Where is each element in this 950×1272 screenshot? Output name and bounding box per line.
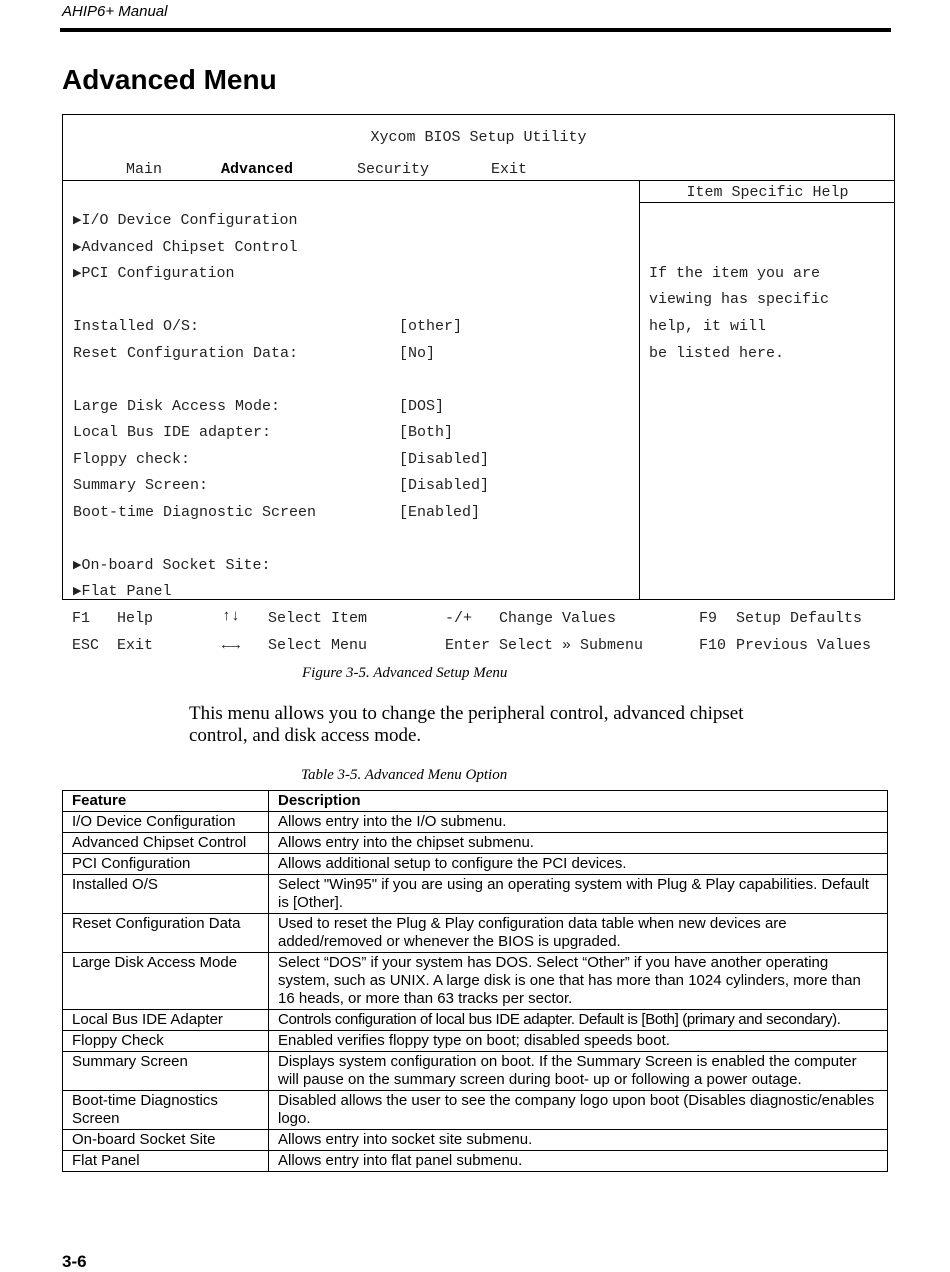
help-line: be listed here. xyxy=(649,345,785,362)
setting-reset-config-label: Reset Configuration Data: xyxy=(73,345,299,362)
setting-floppy-check-label: Floppy check: xyxy=(73,451,191,468)
feature-cell: Installed O/S xyxy=(63,875,269,914)
key-minus-plus-action: Change Values xyxy=(499,610,617,627)
table-row xyxy=(63,833,888,854)
tab-advanced[interactable]: Advanced xyxy=(221,161,294,178)
up-down-arrows-icon: ↑↓ xyxy=(222,608,241,625)
submenu-advanced-chipset-control[interactable]: ▶Advanced Chipset Control xyxy=(73,239,298,256)
bios-divider xyxy=(63,180,894,181)
table-row xyxy=(63,1151,888,1172)
left-right-arrows-icon: ←→ xyxy=(222,637,241,654)
setting-reset-config-value[interactable]: [No] xyxy=(399,345,436,362)
table-row xyxy=(63,1031,888,1052)
setting-summary-screen-value[interactable]: [Disabled] xyxy=(399,477,490,494)
description-cell: Allows additional setup to configure the PCI devices. xyxy=(269,854,888,875)
description-cell: Allows entry into flat panel submenu. xyxy=(269,1151,888,1172)
tab-main[interactable]: Main xyxy=(126,161,163,178)
intro-paragraph: This menu allows you to change the peripheral control, advanced chipset control, and disk access mode. xyxy=(189,703,744,746)
table-row xyxy=(63,812,888,833)
column-header-description: Description xyxy=(269,791,888,812)
submenu-flat-panel[interactable]: ▶Flat Panel xyxy=(73,583,172,600)
key-f1: F1 xyxy=(72,610,91,627)
table-row xyxy=(63,1091,888,1130)
description-cell: Allows entry into the chipset submenu. xyxy=(269,833,888,854)
table-row xyxy=(63,1010,888,1031)
key-updown-action: Select Item xyxy=(268,610,368,627)
table-row xyxy=(63,1052,888,1091)
setting-local-bus-ide-label: Local Bus IDE adapter: xyxy=(73,424,272,441)
running-header: AHIP6+ Manual xyxy=(62,3,168,20)
setting-boot-diagnostic-value[interactable]: [Enabled] xyxy=(399,504,481,521)
setting-large-disk-value[interactable]: [DOS] xyxy=(399,398,445,415)
key-minus-plus: -/+ xyxy=(445,610,473,627)
setting-installed-os-label: Installed O/S: xyxy=(73,318,200,335)
feature-cell: I/O Device Configuration xyxy=(63,812,269,833)
submenu-arrow-icon: ▶ xyxy=(73,586,82,598)
description-cell: Allows entry into the I/O submenu. xyxy=(269,812,888,833)
advanced-menu-options-table xyxy=(62,790,888,1172)
table-header-row xyxy=(63,791,888,812)
feature-cell: Local Bus IDE Adapter xyxy=(63,1010,269,1031)
table-row xyxy=(63,914,888,953)
description-cell: Controls configuration of local bus IDE adapter. Default is [Both] (primary and secondary). xyxy=(269,1010,888,1031)
key-f10-action: Previous Values xyxy=(736,637,872,654)
key-f10: F10 xyxy=(699,637,727,654)
submenu-pci-configuration[interactable]: ▶PCI Configuration xyxy=(73,265,235,282)
submenu-onboard-socket-site[interactable]: ▶On-board Socket Site: xyxy=(73,557,271,574)
setting-installed-os-value[interactable]: [other] xyxy=(399,318,463,335)
feature-cell: Advanced Chipset Control xyxy=(63,833,269,854)
bios-title: Xycom BIOS Setup Utility xyxy=(370,129,587,146)
page-number: 3-6 xyxy=(62,1252,87,1271)
header-rule xyxy=(60,28,891,32)
table-row xyxy=(63,875,888,914)
key-f9: F9 xyxy=(699,610,718,627)
setting-boot-diagnostic-label: Boot-time Diagnostic Screen xyxy=(73,504,317,521)
submenu-arrow-icon: ▶ xyxy=(73,215,82,227)
setting-local-bus-ide-value[interactable]: [Both] xyxy=(399,424,454,441)
submenu-arrow-icon: ▶ xyxy=(73,268,82,280)
key-esc-action: Exit xyxy=(117,637,154,654)
tab-security[interactable]: Security xyxy=(357,161,430,178)
description-cell: Select “DOS” if your system has DOS. Select “Other” if you have another operating system, such as UNIX. A large disk is one that has more than 1024 cylinders, more than 16 heads, or more than 63 tracks per sector. xyxy=(269,953,888,1010)
feature-cell: Flat Panel xyxy=(63,1151,269,1172)
help-rule xyxy=(640,202,895,203)
description-cell: Used to reset the Plug & Play configuration data table when new devices are added/removed or whenever the BIOS is upgraded. xyxy=(269,914,888,953)
description-cell: Allows entry into socket site submenu. xyxy=(269,1130,888,1151)
feature-cell: Floppy Check xyxy=(63,1031,269,1052)
feature-cell: PCI Configuration xyxy=(63,854,269,875)
page-title: Advanced Menu xyxy=(62,64,277,95)
help-line: If the item you are xyxy=(649,265,821,282)
key-esc: ESC xyxy=(72,637,100,654)
feature-cell: Reset Configuration Data xyxy=(63,914,269,953)
help-line: viewing has specific xyxy=(649,291,830,308)
description-cell: Displays system configuration on boot. If the Summary Screen is enabled the computer will pause on the summary screen during boot- up or following a power outage. xyxy=(269,1052,888,1091)
key-f9-action: Setup Defaults xyxy=(736,610,863,627)
setting-large-disk-label: Large Disk Access Mode: xyxy=(73,398,281,415)
feature-cell: Summary Screen xyxy=(63,1052,269,1091)
table-row xyxy=(63,854,888,875)
table-row xyxy=(63,1130,888,1151)
bios-setup-screen xyxy=(62,114,895,600)
figure-caption: Figure 3-5. Advanced Setup Menu xyxy=(302,665,508,681)
help-title: Item Specific Help xyxy=(686,184,849,201)
description-cell: Select "Win95" if you are using an operating system with Plug & Play capabilities. Default is [Other]. xyxy=(269,875,888,914)
table-row xyxy=(63,953,888,1010)
tab-exit[interactable]: Exit xyxy=(491,161,528,178)
help-line: help, it will xyxy=(649,318,767,335)
column-header-feature: Feature xyxy=(63,791,269,812)
submenu-io-device-configuration[interactable]: ▶I/O Device Configuration xyxy=(73,212,298,229)
submenu-arrow-icon: ▶ xyxy=(73,560,82,572)
table-caption: Table 3-5. Advanced Menu Option xyxy=(301,767,508,783)
description-cell: Enabled verifies floppy type on boot; disabled speeds boot. xyxy=(269,1031,888,1052)
key-enter-action: Select » Submenu xyxy=(499,637,644,654)
key-f1-action: Help xyxy=(117,610,154,627)
feature-cell: Boot-time Diagnostics Screen xyxy=(63,1091,269,1130)
bios-column-divider xyxy=(639,180,640,600)
description-cell: Disabled allows the user to see the company logo upon boot (Disables diagnostic/enables logo. xyxy=(269,1091,888,1130)
setting-summary-screen-label: Summary Screen: xyxy=(73,477,209,494)
feature-cell: Large Disk Access Mode xyxy=(63,953,269,1010)
key-enter: Enter xyxy=(445,637,491,654)
feature-cell: On-board Socket Site xyxy=(63,1130,269,1151)
submenu-arrow-icon: ▶ xyxy=(73,242,82,254)
key-leftright-action: Select Menu xyxy=(268,637,368,654)
setting-floppy-check-value[interactable]: [Disabled] xyxy=(399,451,490,468)
